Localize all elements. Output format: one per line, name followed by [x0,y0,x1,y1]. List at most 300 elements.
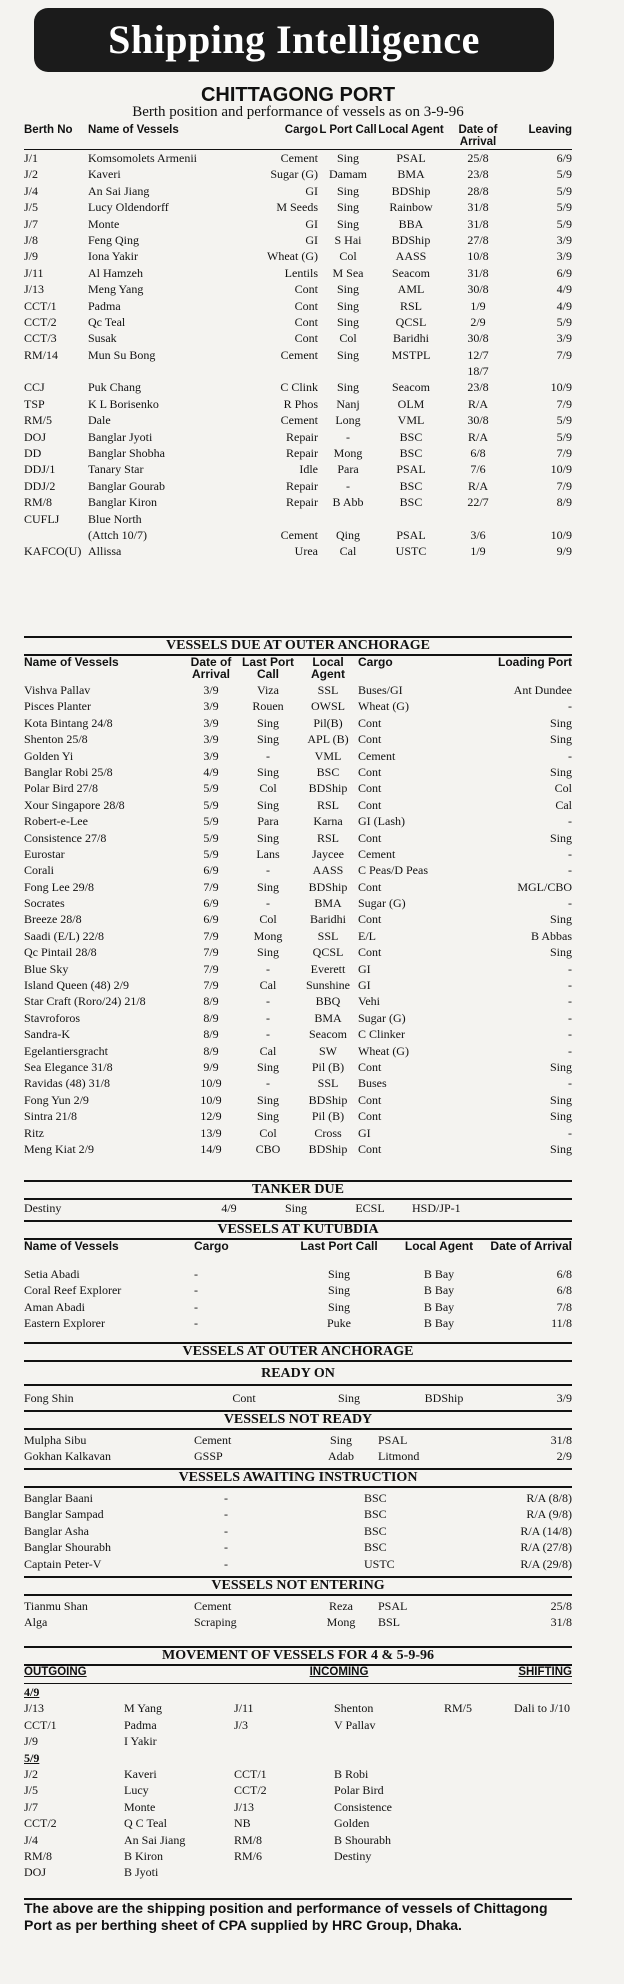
berth-row-cell: Padma [88,298,121,313]
kutubdia-row-cell: B Bay [423,1316,455,1331]
movement-row-cell [514,1717,572,1733]
outer-due-row-cell: Cal [259,1043,277,1058]
movement-row-header [24,1666,572,1684]
outer-due-row-cell: BDShip [308,781,348,796]
not-entering-row-cell: Alga [24,1615,48,1630]
outer-due-row-header-cell: Loading Port [498,656,572,669]
kutubdia-row-cell: Sing [327,1283,350,1298]
outer-due-row-cell: Stavroforos [24,1010,80,1025]
not-ready-row-cell: 31/8 [550,1433,572,1447]
outer-due-row-header [24,656,572,682]
movement-row-cell: J/4 [24,1832,39,1847]
berth-row-cell: Sing [336,200,359,215]
berth-row-cell: Banglar Shobha [88,446,165,461]
berth-row-cell: 4/9 [556,282,572,297]
berth-row [24,429,572,445]
outer-due-row-cell: Sing [549,945,572,960]
outer-due-row-cell: Col [259,781,277,796]
outer-due-row-cell: 6/9 [203,912,219,927]
ready-row-cell: Sing [337,1391,360,1405]
not-ready-row-cell: Gokhan Kalkavan [24,1449,111,1464]
outer-due-row-cell: - [568,1125,572,1140]
berth-row-cell: 9/9 [556,544,572,559]
outer-due-row-cell: Sing [549,1109,572,1124]
berth-row-cell: Urea [294,544,318,559]
movement-row-cell: RM/6 [234,1848,263,1863]
outer-due-row-cell: Cement [358,748,396,763]
outer-due-row-cell: Socrates [24,896,65,911]
berth-row-cell: 23/8 [467,167,489,182]
berth-row-cell: Monte [88,216,120,231]
movement-row-cell [444,1848,514,1864]
berth-row-cell: Banglar Kiron [88,495,157,510]
movement-row-cell: J/11 [234,1701,254,1716]
section-outer-anchorage: VESSELS AT OUTER ANCHORAGE [24,1342,572,1362]
awaiting-row [24,1523,572,1539]
section-movement: MOVEMENT OF VESSELS FOR 4 & 5-9-96 [24,1646,572,1666]
not-ready-table [24,1432,572,1465]
outer-due-row-cell: GI [358,961,371,976]
movement-row [24,1782,572,1798]
movement-row-cell: B Shourabh [334,1832,391,1847]
outer-due-row [24,993,572,1009]
outer-due-row-cell: AASS [312,863,344,878]
movement-row-cell: Padma [124,1717,157,1732]
outer-due-row-cell: - [568,1076,572,1091]
berth-row-cell: RSL [399,298,422,313]
outer-due-row-cell: Sing [549,732,572,747]
outer-due-row-cell: Seacom [309,1027,347,1042]
berth-row-header-cell: Local Agent [378,124,444,136]
movement-row-cell: Lucy [124,1783,149,1798]
berth-row [24,461,572,477]
outer-due-row-cell: Cont [358,830,382,845]
kutubdia-row-cell: Sing [327,1299,350,1314]
movement-row-cell [444,1832,514,1848]
kutubdia-row-cell: - [194,1299,198,1314]
berth-row-cell: 1/9 [470,544,486,559]
berth-row-cell: R/A [467,429,488,444]
berth-row-cell: 10/8 [467,249,489,264]
outer-due-row-cell: 7/9 [203,928,219,943]
outer-due-row-cell: Sing [256,945,279,960]
awaiting-row [24,1539,572,1555]
berth-row-cell: AML [397,282,425,297]
outer-due-row [24,698,572,714]
berth-row-cell: CCT/2 [24,314,57,329]
movement-row-cell: V Pallav [334,1717,376,1732]
movement-row-cell: RM/5 [444,1701,473,1716]
berth-row-cell: J/4 [24,183,39,198]
berth-row-cell: 7/9 [556,446,572,461]
berth-row-cell: 2/9 [470,314,486,329]
berth-row-cell: GI [305,216,318,231]
berth-row [24,199,572,215]
outer-due-row-cell: Qc Pintail 28/8 [24,945,97,960]
berth-row-cell: DDJ/1 [24,462,56,477]
outer-due-row-cell: 7/9 [203,879,219,894]
outer-due-row-cell: Lans [256,846,280,861]
outer-due-row [24,1125,572,1141]
movement-row-cell: Polar Bird [334,1783,384,1798]
outer-due-row-cell: Jaycee [312,846,344,861]
outer-due-row-cell: - [266,896,270,911]
berth-row-header-cell: Date of Arrival [458,124,498,148]
berth-row-cell: CCT/1 [24,298,57,313]
berth-row-cell: Sing [336,314,359,329]
outer-due-row-cell: Pil (B) [311,1059,345,1074]
kutubdia-row-cell: - [194,1283,198,1298]
section-not-ready: VESSELS NOT READY [24,1410,572,1430]
outer-due-row-cell: Shenton 25/8 [24,732,88,747]
outer-due-row [24,1092,572,1108]
berth-row-cell: J/5 [24,200,39,215]
outer-due-row-cell: Pil (B) [311,1109,345,1124]
outer-due-row-cell: GI [358,1125,371,1140]
section-outer-due: VESSELS DUE AT OUTER ANCHORAGE [24,636,572,656]
berth-row [24,183,572,199]
outer-due-row-cell: 10/9 [200,1092,222,1107]
berth-row [24,330,572,346]
outer-due-row-header-cell: Date of Arrival [190,656,232,681]
berth-row-cell: 22/7 [467,495,489,510]
berth-row-cell: R/A [467,478,488,493]
outer-due-row-cell: - [568,846,572,861]
berth-row-cell: Cont [294,298,318,313]
berth-row-cell: RM/14 [24,347,59,362]
outer-due-row-cell: - [568,863,572,878]
outer-due-row-cell: Everett [310,961,346,976]
outer-due-row-cell: Cont [358,1109,382,1124]
section-ready-on: READY ON [24,1366,572,1386]
kutubdia-row-cell: B Bay [423,1299,455,1314]
outer-due-row-cell: Sea Elegance 31/8 [24,1059,113,1074]
outer-due-row-cell: QCSL [312,945,344,960]
outer-due-row-cell: 3/9 [203,732,219,747]
movement-row-cell [334,1684,444,1700]
berth-row-cell: 3/9 [556,331,572,346]
berth-row-cell: J/2 [24,167,39,182]
berth-row-cell: Rainbow [389,200,433,215]
berth-row-cell: Mun Su Bong [88,347,156,362]
outer-due-row-cell: Sing [256,830,279,845]
movement-row-cell: J/13 [24,1701,45,1716]
outer-due-row-cell: 6/9 [203,896,219,911]
outer-due-row-cell: BMA [314,1010,342,1025]
outer-due-row-cell: 8/9 [203,1043,219,1058]
movement-row-cell: An Sai Jiang [124,1832,186,1847]
outer-due-row-cell: Cont [358,781,382,796]
awaiting-row-cell: - [224,1540,228,1555]
kutubdia-row-cell: 6/8 [556,1283,572,1298]
berth-row-cell: K L Borisenko [88,396,159,411]
berth-row-cell: Cont [294,314,318,329]
kutubdia-row-cell: B Bay [423,1267,455,1281]
movement-row-cell: I Yakir [124,1734,157,1749]
outer-due-row-cell: Kota Bintang 24/8 [24,715,113,730]
ready-row-cell: Cont [232,1391,256,1405]
berth-row-cell [318,363,378,379]
movement-row-cell: J/5 [24,1783,39,1798]
berth-row-cell: Sing [336,347,359,362]
outer-due-row-cell: - [568,978,572,993]
movement-row [24,1733,572,1749]
outer-due-row-cell: Cal [259,978,277,993]
movement-row-cell: Consistence [334,1799,392,1814]
movement-row-cell [234,1733,334,1749]
movement-row [24,1717,572,1733]
berth-row-cell: Repair [286,429,318,444]
berth-row [24,379,572,395]
not-entering-row-cell: 25/8 [550,1599,572,1613]
outer-due-row-cell: Cont [358,879,382,894]
berth-row-cell: RM/8 [24,495,53,510]
footer-note: The above are the shipping position and performance of vessels of Chittagong Port as per berthing sheet of CPA supplied by HRC Group, Dhaka. [24,1898,572,1934]
kutubdia-row-header-cell: Cargo [194,1240,229,1253]
outer-due-row-cell: Vishva Pallav [24,683,91,697]
awaiting-row-cell: - [224,1491,228,1505]
movement-row [24,1799,572,1815]
berth-row-cell: Sing [336,380,359,395]
berth-row-cell: 28/8 [467,183,489,198]
berth-row-cell: CCT/3 [24,331,57,346]
berth-row-cell: 18/7 [467,364,489,379]
outer-due-row-header-cell: Name of Vessels [24,656,119,669]
berth-row-cell: 31/8 [467,216,489,231]
outer-due-row-cell: Wheat (G) [358,699,409,714]
outer-due-row [24,928,572,944]
outer-due-row-cell: - [568,1010,572,1025]
kutubdia-row-cell: - [194,1316,198,1331]
outer-due-row-cell: 3/9 [203,683,219,697]
movement-row-cell [514,1782,572,1798]
outer-due-row-cell: 7/9 [203,961,219,976]
awaiting-row-cell: - [224,1507,228,1522]
berth-row-cell: 27/8 [467,232,489,247]
outer-due-row-cell: RSL [316,830,339,845]
berth-row-cell: Mong [333,446,363,461]
outer-due-row-cell: - [266,1076,270,1091]
berth-row-cell: 7/9 [556,396,572,411]
movement-row [24,1750,572,1766]
outer-due-row-cell: Pisces Planter [24,699,91,714]
not-ready-row [24,1448,572,1464]
berth-row-cell: Seacom [392,380,430,395]
berth-row [24,347,572,363]
outer-due-row-cell: 8/9 [203,994,219,1009]
movement-row-cell: Kaveri [124,1766,157,1781]
not-entering-table [24,1598,572,1631]
berth-row-cell: Sugar (G) [270,167,318,182]
berth-row [24,298,572,314]
berth-row [24,216,572,232]
berth-row-cell: 23/8 [467,380,489,395]
berth-row-cell: Iona Yakir [88,249,138,264]
berth-row-cell [88,363,248,379]
movement-row-cell [444,1684,514,1700]
outer-due-row [24,797,572,813]
berth-row-cell: 30/8 [467,331,489,346]
outer-due-row-cell: - [266,748,270,763]
movement-row-cell [334,1750,444,1766]
movement-row-cell: CCT/1 [234,1766,267,1781]
berth-row-cell: Susak [88,331,117,346]
movement-row-cell [444,1717,514,1733]
berth-row [24,281,572,297]
outer-due-row-cell: 5/9 [203,781,219,796]
berth-row-cell [512,511,572,527]
outer-due-row-cell: 12/9 [200,1109,222,1124]
not-entering-row [24,1598,572,1614]
outer-due-row-cell: C Peas/D Peas [358,863,428,878]
not-entering-row-cell: BSL [378,1615,401,1630]
not-entering-row [24,1614,572,1630]
outer-due-row-cell: - [266,1027,270,1042]
outer-due-row [24,1059,572,1075]
berth-row-cell: Puk Chang [88,380,142,395]
outer-due-row-cell: Sing [256,1092,279,1107]
outer-due-row-cell: 5/9 [203,814,219,829]
berth-row-cell: Allissa [88,544,122,559]
berth-row [24,494,572,510]
movement-row-cell: CCT/1 [24,1717,57,1732]
outer-due-row-cell: - [266,994,270,1009]
berth-row-cell: Col [339,249,357,264]
kutubdia-row-cell: Coral Reef Explorer [24,1283,122,1298]
outer-due-row-cell: BSC [316,764,340,779]
berth-row-header-cell: Name of Vessels [88,124,179,136]
outer-due-row-cell: - [568,814,572,829]
berth-row-cell [248,363,318,379]
berth-row-cell: Meng Yang [88,282,144,297]
berth-row-cell: 6/8 [470,446,486,461]
not-entering-row-cell: PSAL [378,1599,408,1613]
section-tanker-due: TANKER DUE [24,1180,572,1200]
berth-row-cell: Blue North [88,511,142,526]
berth-row-cell [24,527,88,543]
not-ready-row-cell: PSAL [378,1433,408,1447]
outer-due-row [24,830,572,846]
outer-due-row-cell: - [568,1043,572,1058]
berth-row-cell: C Clink [280,380,318,395]
outer-due-row [24,1075,572,1091]
outer-due-row [24,1026,572,1042]
movement-row-cell: J/7 [24,1799,39,1814]
movement-row-cell [514,1684,572,1700]
berth-row-cell: 3/6 [470,527,486,542]
berth-row-cell: Al Hamzeh [88,265,143,280]
not-entering-row-cell: Reza [329,1599,353,1613]
berth-row-cell: GI [305,232,318,247]
berth-row-cell: Lentils [284,265,318,280]
outer-due-row-cell: E/L [358,928,376,943]
movement-row-cell [334,1864,444,1880]
not-ready-row [24,1432,572,1448]
movement-row-cell: Monte [124,1799,156,1814]
awaiting-row-cell: R/A (8/8) [526,1491,572,1505]
berth-row-cell: Sing [336,298,359,313]
berth-row-cell: 3/9 [556,249,572,264]
berth-row-cell: 25/8 [467,151,489,165]
outer-due-row [24,1010,572,1026]
outer-due-row [24,879,572,895]
berth-row-cell: Sing [336,183,359,198]
berth-row-cell: Baridhi [393,331,429,346]
berth-row-cell: J/13 [24,282,45,297]
outer-due-row-cell: Fong Yun 2/9 [24,1092,89,1107]
outer-due-row-cell: Consistence 27/8 [24,830,107,845]
outer-due-row-cell: VML [314,748,342,763]
berth-row-cell: 5/9 [556,200,572,215]
berth-row-cell: Repair [286,495,318,510]
movement-row [24,1815,572,1831]
outer-due-row-cell: - [568,699,572,714]
outer-due-row-cell: Star Craft (Roro/24) 21/8 [24,994,146,1009]
kutubdia-row-cell: Eastern Explorer [24,1316,105,1331]
tanker-row [24,1200,572,1216]
outer-due-row-cell: Ritz [24,1125,44,1140]
berth-row-cell: - [346,429,350,444]
berth-row-cell: 10/9 [550,462,572,477]
outer-due-row-cell: 14/9 [200,1141,222,1156]
berth-row-cell: Cement [280,527,318,542]
outer-due-row-cell: Col [554,781,572,796]
outer-due-row [24,961,572,977]
masthead-banner: Shipping Intelligence [34,8,554,72]
outer-due-row-cell: Wheat (G) [358,1043,409,1058]
awaiting-row-cell: Banglar Shourabh [24,1540,111,1555]
movement-row-cell [444,1815,514,1831]
awaiting-row [24,1506,572,1522]
berth-row-cell: Cal [339,544,357,559]
movement-row-cell: J/2 [24,1766,39,1781]
berth-row-cell: 31/8 [467,265,489,280]
awaiting-row-cell: Banglar Baani [24,1491,93,1505]
awaiting-row-cell: BSC [364,1540,387,1555]
berth-row-cell: Wheat (G) [267,249,318,264]
movement-row-cell [514,1733,572,1749]
berth-row-cell [378,511,444,527]
kutubdia-table [24,1240,572,1332]
outer-due-row-cell: Sing [549,764,572,779]
outer-due-row-cell: Eurostar [24,846,65,861]
not-ready-row-cell: GSSP [194,1449,223,1464]
awaiting-row-cell: Captain Peter-V [24,1556,102,1571]
berth-row [24,412,572,428]
outer-due-row [24,911,572,927]
outer-due-row-cell: 7/9 [203,978,219,993]
outer-due-row-cell: Blue Sky [24,961,69,976]
berth-row-cell: Tanary Star [88,462,144,477]
movement-row [24,1832,572,1848]
outer-due-row [24,780,572,796]
berth-row-cell: 6/9 [556,265,572,280]
outer-due-row-cell: 9/9 [203,1059,219,1074]
berth-row-cell: M Sea [332,265,364,280]
movement-row-cell: DOJ [24,1865,47,1880]
berth-row-cell: Sing [336,216,359,231]
ready-table [24,1390,572,1406]
awaiting-row-cell: R/A (29/8) [520,1556,572,1571]
outer-due-row-cell: SW [319,1043,337,1058]
berth-row-header-cell: Cargo [284,124,318,136]
outer-due-row-cell: 13/9 [200,1125,222,1140]
outer-due-row-header-cell: Local Agent [311,656,345,681]
movement-row-cell [444,1766,514,1782]
outer-due-row [24,813,572,829]
ready-row-cell: BDShip [424,1391,464,1405]
berth-row-cell: J/11 [24,265,44,280]
